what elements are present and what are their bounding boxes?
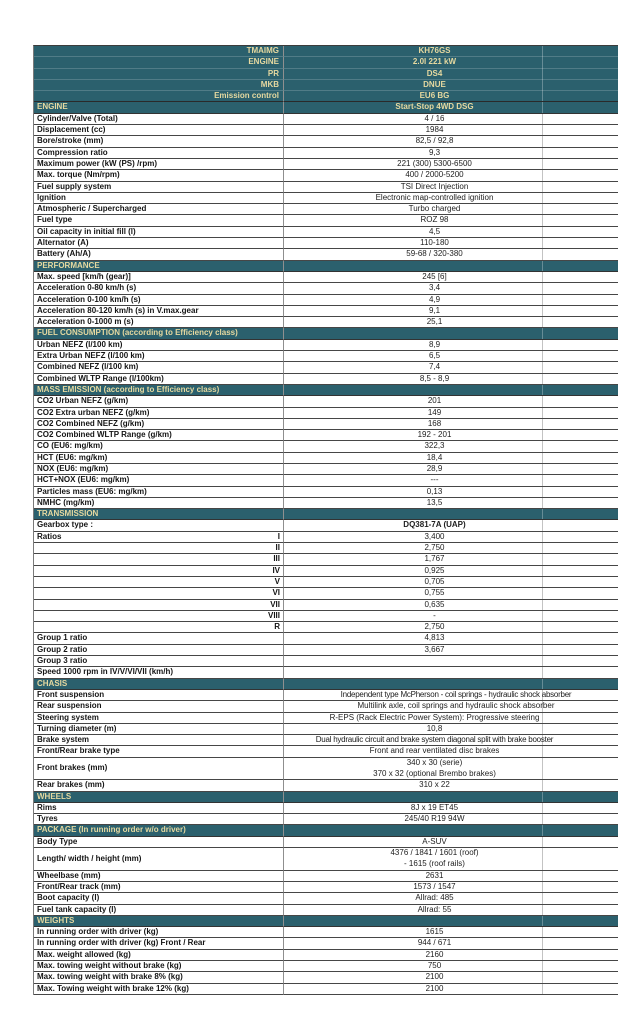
gear-number-label: III [273, 554, 280, 564]
row-label [34, 611, 284, 622]
row-value-line: 370 x 32 (optional Brembo brakes) [373, 768, 496, 778]
row-value [284, 328, 618, 339]
row-label [34, 554, 284, 565]
spec-row [34, 633, 618, 644]
spec-row [34, 227, 618, 238]
spec-sheet [33, 45, 618, 995]
row-label: TMAIMG [34, 46, 284, 57]
spec-row [34, 814, 618, 825]
spec-row [34, 317, 618, 328]
row-value: 6,5 [284, 351, 618, 362]
spec-table-body [34, 46, 618, 995]
row-value: Independent type McPherson - coil springs - hydraulic shock absorber [284, 690, 618, 701]
row-value: 1573 / 1547 [284, 882, 618, 893]
row-value [284, 385, 618, 396]
spec-row [34, 408, 618, 419]
spec-row [34, 972, 618, 983]
row-label: WEIGHTS [34, 916, 284, 927]
row-label: Alternator (A) [34, 238, 284, 249]
row-value: 0,755 [284, 588, 618, 599]
spec-row [34, 667, 618, 678]
row-label: Max. Towing weight with brake 12% (kg) [34, 984, 284, 995]
row-value: ROZ 98 [284, 215, 618, 226]
row-value-line: 4376 / 1841 / 1601 (roof) [390, 848, 479, 858]
spec-row [34, 283, 618, 294]
row-value: 2,750 [284, 543, 618, 554]
row-label: Displacement (cc) [34, 125, 284, 136]
row-label: Bore/stroke (mm) [34, 136, 284, 147]
spec-row [34, 520, 618, 531]
row-value: 2631 [284, 871, 618, 882]
row-label [34, 577, 284, 588]
row-label: ENGINE [34, 102, 284, 113]
row-label [34, 532, 284, 543]
spec-row [34, 136, 618, 147]
spec-row [34, 487, 618, 498]
row-label: Extra Urban NEFZ (l/100 km) [34, 351, 284, 362]
row-value [284, 656, 618, 667]
spec-row [34, 577, 618, 588]
row-value: 400 / 2000-5200 [284, 170, 618, 181]
row-value [284, 667, 618, 678]
row-value [284, 679, 618, 690]
row-label: Fuel supply system [34, 182, 284, 193]
row-label [34, 543, 284, 554]
row-label [34, 600, 284, 611]
section-header-row [34, 509, 618, 520]
row-label: HCT (EU6: mg/km) [34, 453, 284, 464]
row-label: Steering system [34, 713, 284, 724]
row-label: TRANSMISSION [34, 509, 284, 520]
row-label: In running order with driver (kg) [34, 927, 284, 938]
row-value: 944 / 671 [284, 938, 618, 949]
spec-row [34, 554, 618, 565]
row-value: Dual hydraulic circuit and brake system diagonal split with brake booster [284, 735, 618, 746]
row-value: 322,3 [284, 441, 618, 452]
row-label: CO2 Urban NEFZ (g/km) [34, 396, 284, 407]
row-value: DNUE [284, 80, 618, 91]
row-label: Max. towing weight without brake (kg) [34, 961, 284, 972]
header-row [34, 91, 618, 102]
row-label: Group 3 ratio [34, 656, 284, 667]
spec-row [34, 543, 618, 554]
row-label: Group 2 ratio [34, 645, 284, 656]
row-value [284, 261, 618, 272]
row-value: - [284, 611, 618, 622]
row-value: 4,5 [284, 227, 618, 238]
row-value: Front and rear ventilated disc brakes [284, 746, 618, 757]
row-value-line: 340 x 30 (serie) [406, 758, 463, 767]
row-label: NOX (EU6: mg/km) [34, 464, 284, 475]
row-value: 310 x 22 [284, 780, 618, 791]
spec-row [34, 735, 618, 746]
row-value [284, 792, 618, 803]
spec-row [34, 464, 618, 475]
row-label: PERFORMANCE [34, 261, 284, 272]
spec-row [34, 441, 618, 452]
header-row [34, 46, 618, 57]
row-label: In running order with driver (kg) Front / Rear [34, 938, 284, 949]
spec-row [34, 215, 618, 226]
row-value: 4 / 16 [284, 114, 618, 125]
spec-row [34, 295, 618, 306]
row-value: R-EPS (Rack Electric Power System): Progressive steering [284, 713, 618, 724]
row-value: 18,4 [284, 453, 618, 464]
row-value: 10,8 [284, 724, 618, 735]
spec-row [34, 588, 618, 599]
row-value: KH76GS [284, 46, 618, 57]
row-label: Tyres [34, 814, 284, 825]
row-label [34, 622, 284, 633]
spec-row [34, 961, 618, 972]
spec-row [34, 622, 618, 633]
row-value: 0,635 [284, 600, 618, 611]
spec-row [34, 927, 618, 938]
row-value: DS4 [284, 69, 618, 80]
row-value: 1984 [284, 125, 618, 136]
row-label: Atmospheric / Supercharged [34, 204, 284, 215]
row-value: 168 [284, 419, 618, 430]
row-label: Front/Rear track (mm) [34, 882, 284, 893]
spec-row [34, 374, 618, 385]
row-label: Brake system [34, 735, 284, 746]
spec-row [34, 871, 618, 882]
gear-number-label: V [274, 576, 280, 586]
row-value: 1615 [284, 927, 618, 938]
spec-row [34, 498, 618, 509]
spec-row [34, 950, 618, 961]
spec-row [34, 351, 618, 362]
row-value: 0,925 [284, 566, 618, 577]
row-value: 9,1 [284, 306, 618, 317]
row-value: 3,400 [284, 532, 618, 543]
row-label: Front suspension [34, 690, 284, 701]
row-label: NMHC (mg/km) [34, 498, 284, 509]
row-value: 59-68 / 320-380 [284, 249, 618, 260]
row-label: Acceleration 0-1000 m (s) [34, 317, 284, 328]
row-value [284, 825, 618, 836]
row-label: Group 1 ratio [34, 633, 284, 644]
row-value: 3,4 [284, 283, 618, 294]
spec-row [34, 566, 618, 577]
gear-number-label: II [275, 543, 280, 553]
row-value: 28,9 [284, 464, 618, 475]
spec-row [34, 893, 618, 904]
spec-row [34, 905, 618, 916]
row-value: 221 (300) 5300-6500 [284, 159, 618, 170]
row-label: Max. speed [km/h (gear)] [34, 272, 284, 283]
section-header-row [34, 825, 618, 836]
gear-number-label: IV [272, 565, 280, 575]
row-value: Allrad: 485 [284, 893, 618, 904]
row-value: 750 [284, 961, 618, 972]
row-value: 3,667 [284, 645, 618, 656]
row-label: Rear brakes (mm) [34, 780, 284, 791]
row-label: Compression ratio [34, 148, 284, 159]
row-label: CHASIS [34, 679, 284, 690]
row-value-line: - 1615 (roof rails) [404, 858, 465, 868]
row-value: 2160 [284, 950, 618, 961]
spec-row [34, 656, 618, 667]
row-label: CO2 Combined NEFZ (g/km) [34, 419, 284, 430]
row-label: Maximum power (kW (PS) /rpm) [34, 159, 284, 170]
row-value: Turbo charged [284, 204, 618, 215]
row-value: 7,4 [284, 362, 618, 373]
row-label: Boot capacity (l) [34, 893, 284, 904]
spec-row [34, 272, 618, 283]
row-label: Ignition [34, 193, 284, 204]
row-value [284, 848, 618, 871]
spec-row [34, 193, 618, 204]
row-label: Urban NEFZ (l/100 km) [34, 340, 284, 351]
spec-row [34, 362, 618, 373]
spec-row [34, 430, 618, 441]
row-value [284, 916, 618, 927]
ratios-label: Ratios [37, 531, 62, 541]
row-value: 2.0l 221 kW [284, 57, 618, 68]
spec-row [34, 419, 618, 430]
row-label: PACKAGE (In running order w/o driver) [34, 825, 284, 836]
row-label: Max. towing weight with brake 8% (kg) [34, 972, 284, 983]
section-header-row [34, 102, 618, 113]
spec-row [34, 758, 618, 781]
row-label: CO (EU6: mg/km) [34, 441, 284, 452]
section-header-row [34, 916, 618, 927]
row-label: Speed 1000 rpm in IV/V/VI/VII (km/h) [34, 667, 284, 678]
row-label: Body Type [34, 837, 284, 848]
spec-row [34, 837, 618, 848]
section-header-row [34, 328, 618, 339]
spec-row [34, 125, 618, 136]
spec-row [34, 204, 618, 215]
row-value: Start-Stop 4WD DSG [284, 102, 618, 113]
row-label: Max. torque (Nm/rpm) [34, 170, 284, 181]
section-header-row [34, 792, 618, 803]
row-label: Wheelbase (mm) [34, 871, 284, 882]
spec-row [34, 780, 618, 791]
gear-number-label: VIII [267, 610, 280, 620]
spec-row [34, 803, 618, 814]
row-value: 82,5 / 92,8 [284, 136, 618, 147]
row-value: 13,5 [284, 498, 618, 509]
row-value: DQ381-7A (UAP) [284, 520, 618, 531]
spec-row [34, 340, 618, 351]
row-label: Particles mass (EU6: mg/km) [34, 487, 284, 498]
row-value: A-SUV [284, 837, 618, 848]
row-label: Acceleration 0-80 km/h (s) [34, 283, 284, 294]
row-label: Front brakes (mm) [34, 758, 284, 781]
spec-row [34, 159, 618, 170]
row-value [284, 509, 618, 520]
row-value: 110-180 [284, 238, 618, 249]
spec-row [34, 306, 618, 317]
row-label: Rear suspension [34, 701, 284, 712]
row-value: Electronic map-controlled ignition [284, 193, 618, 204]
row-label: MASS EMISSION (according to Efficiency class) [34, 385, 284, 396]
row-value: EU6 BG [284, 91, 618, 102]
row-label: CO2 Extra urban NEFZ (g/km) [34, 408, 284, 419]
row-label: HCT+NOX (EU6: mg/km) [34, 475, 284, 486]
row-label [34, 566, 284, 577]
row-label: Acceleration 80-120 km/h (s) in V.max.gear [34, 306, 284, 317]
spec-row [34, 713, 618, 724]
spec-row [34, 182, 618, 193]
row-label: WHEELS [34, 792, 284, 803]
spec-row [34, 746, 618, 757]
spec-row [34, 148, 618, 159]
row-value: 245 [6] [284, 272, 618, 283]
row-value: 4,813 [284, 633, 618, 644]
row-label: Fuel type [34, 215, 284, 226]
spec-row [34, 532, 618, 543]
row-value: 8,5 - 8,9 [284, 374, 618, 385]
spec-row [34, 724, 618, 735]
row-label: Combined WLTP Range (l/100km) [34, 374, 284, 385]
row-label: Turning diameter (m) [34, 724, 284, 735]
gear-number-label: VI [272, 588, 280, 598]
row-label: Fuel tank capacity (l) [34, 905, 284, 916]
row-value: Allrad: 55 [284, 905, 618, 916]
gear-number-label: I [277, 531, 280, 541]
spec-row [34, 396, 618, 407]
header-row [34, 80, 618, 91]
spec-row [34, 984, 618, 995]
row-value: 149 [284, 408, 618, 419]
row-value: 8J x 19 ET45 [284, 803, 618, 814]
row-value: 245/40 R19 94W [284, 814, 618, 825]
spec-row [34, 690, 618, 701]
row-label: Combined NEFZ (l/100 km) [34, 362, 284, 373]
row-value: 9,3 [284, 148, 618, 159]
row-value: 8,9 [284, 340, 618, 351]
row-value: 4,9 [284, 295, 618, 306]
row-label: MKB [34, 80, 284, 91]
row-label: Rims [34, 803, 284, 814]
spec-row [34, 611, 618, 622]
row-label: CO2 Combined WLTP Range (g/km) [34, 430, 284, 441]
row-label: Max. weight allowed (kg) [34, 950, 284, 961]
spec-row [34, 249, 618, 260]
spec-row [34, 938, 618, 949]
spec-row [34, 114, 618, 125]
row-label: Gearbox type : [34, 520, 284, 531]
row-label: ENGINE [34, 57, 284, 68]
section-header-row [34, 385, 618, 396]
row-label: Oil capacity in initial fill (l) [34, 227, 284, 238]
row-label: Acceleration 0-100 km/h (s) [34, 295, 284, 306]
spec-row [34, 600, 618, 611]
row-label [34, 588, 284, 599]
row-value: TSI Direct Injection [284, 182, 618, 193]
row-label: Front/Rear brake type [34, 746, 284, 757]
row-value: --- [284, 475, 618, 486]
row-label: Cylinder/Valve (Total) [34, 114, 284, 125]
spec-table [33, 45, 618, 995]
row-value: 201 [284, 396, 618, 407]
spec-row [34, 238, 618, 249]
spec-row [34, 701, 618, 712]
spec-row [34, 475, 618, 486]
row-label: Battery (Ah/A) [34, 249, 284, 260]
spec-row [34, 882, 618, 893]
spec-row [34, 453, 618, 464]
row-value: 192 - 201 [284, 430, 618, 441]
row-value: 1,767 [284, 554, 618, 565]
row-value: 25,1 [284, 317, 618, 328]
row-label: Length/ width / height (mm) [34, 848, 284, 871]
spec-row [34, 848, 618, 871]
row-value: 2100 [284, 972, 618, 983]
header-row [34, 57, 618, 68]
section-header-row [34, 679, 618, 690]
header-row [34, 69, 618, 80]
row-value: 0,705 [284, 577, 618, 588]
gear-number-label: VII [270, 599, 280, 609]
row-label: FUEL CONSUMPTION (according to Efficiency class) [34, 328, 284, 339]
section-header-row [34, 261, 618, 272]
row-value: Multilink axle, coil springs and hydraulic shock absorber [284, 701, 618, 712]
row-value: 2100 [284, 984, 618, 995]
spec-row [34, 645, 618, 656]
row-value: 0,13 [284, 487, 618, 498]
row-value: 2,750 [284, 622, 618, 633]
row-label: Emission control [34, 91, 284, 102]
row-value [284, 758, 618, 781]
row-label: PR [34, 69, 284, 80]
gear-number-label: R [274, 622, 280, 632]
spec-row [34, 170, 618, 181]
